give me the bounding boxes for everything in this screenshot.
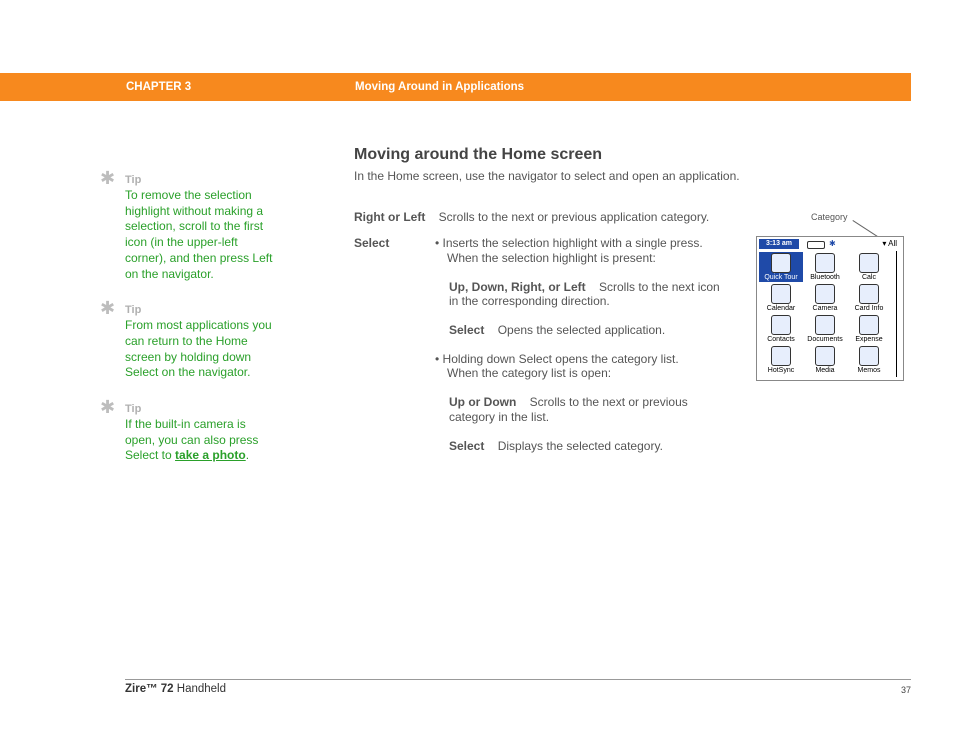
chapter-label: CHAPTER 3 — [126, 81, 192, 93]
up-or-down-cont: category in the list. — [449, 410, 550, 424]
expense-icon — [859, 315, 879, 335]
tips-column — [100, 168, 290, 484]
tip-text — [125, 417, 275, 464]
select-category-term: Select — [449, 439, 485, 453]
page-number: 37 — [900, 685, 911, 695]
intro-text: In the Home screen, use the navigator to select and open an application. — [354, 169, 740, 183]
documents-icon — [815, 315, 835, 335]
status-bar — [759, 239, 899, 249]
udrl-desc: Scrolls to the next icon — [599, 280, 720, 294]
tip-star-icon: ✱ — [100, 298, 116, 319]
app-bluetooth: Bluetooth — [803, 252, 847, 282]
clock: 3:13 am — [759, 239, 799, 249]
right-or-left-desc: Scrolls to the next or previous application category. — [438, 210, 710, 224]
main-content — [354, 145, 774, 184]
select-category-desc: Displays the selected category. — [497, 439, 663, 453]
page-title: Moving around the Home screen — [354, 146, 603, 163]
camera-icon — [815, 284, 835, 304]
scrollbar — [896, 251, 901, 377]
udrl-term: Up, Down, Right, or Left — [449, 280, 586, 294]
tip-1 — [100, 168, 290, 282]
bullet-1-cont: When the selection highlight is present: — [447, 251, 656, 265]
home-screen-screenshot — [756, 236, 904, 381]
tip-star-icon: ✱ — [100, 168, 116, 188]
app-contacts: Contacts — [759, 314, 803, 344]
chapter-header-bar — [0, 73, 911, 101]
select-term-row — [354, 236, 389, 251]
memos-icon — [859, 346, 879, 366]
tip-label: Tip — [125, 304, 142, 317]
udrl-row — [449, 280, 720, 295]
tip-label: Tip — [125, 174, 142, 186]
app-memos: Memos — [847, 345, 891, 375]
up-or-down-desc: Scrolls to the next or previous — [529, 395, 688, 409]
card-info-icon — [859, 284, 879, 304]
bullet-2-cont: When the category list is open: — [447, 366, 612, 380]
app-camera: Camera — [803, 283, 847, 313]
product-brand: Zire™ 72 — [125, 683, 174, 695]
app-media: Media — [803, 345, 847, 375]
footer-product — [125, 683, 226, 695]
select-open-row — [449, 323, 665, 338]
battery-icon — [807, 241, 825, 249]
right-or-left-term: Right or Left — [354, 210, 426, 224]
take-a-photo-link[interactable]: take a photo — [175, 448, 246, 463]
up-or-down-term: Up or Down — [449, 395, 517, 409]
bullet-1: • Inserts the selection highlight with a single press. — [435, 236, 703, 250]
contacts-icon — [771, 315, 791, 335]
up-or-down-row — [449, 395, 688, 410]
tip-text-before: If the built-in camera is open, you can also press Select to — [125, 417, 259, 463]
bluetooth-icon: ✱ — [829, 239, 836, 248]
bluetooth-app-icon — [815, 253, 835, 273]
app-quick-tour: Quick Tour — [759, 252, 803, 282]
product-rest: Handheld — [173, 683, 227, 695]
bullet-2: • Holding down Select opens the category list. — [435, 352, 679, 366]
tip-text: To remove the selection highlight without making a selection, scroll to the first icon (in the upper-left corner), and then press Left on the navigator. — [125, 188, 273, 281]
quick-tour-icon — [771, 253, 791, 273]
tip-star-icon: ✱ — [100, 397, 116, 418]
right-or-left-row — [354, 210, 709, 225]
tip-2 — [100, 298, 290, 381]
select-open-term: Select — [449, 323, 485, 337]
udrl-cont: in the corresponding direction. — [449, 294, 610, 308]
tip-label: Tip — [125, 403, 142, 416]
app-card-info: Card Info — [847, 283, 891, 313]
app-documents: Documents — [803, 314, 847, 344]
media-icon — [815, 346, 835, 366]
tip-3 — [100, 397, 290, 464]
app-calendar: Calendar — [759, 283, 803, 313]
calendar-icon — [771, 284, 791, 304]
hotsync-icon — [771, 346, 791, 366]
app-expense: Expense — [847, 314, 891, 344]
app-calc: Calc — [847, 252, 891, 282]
category-picker: ▾ All — [882, 239, 897, 248]
select-open-desc: Opens the selected application. — [497, 323, 666, 337]
select-term: Select — [354, 236, 390, 250]
category-callout: Category — [811, 212, 848, 222]
app-hotsync: HotSync — [759, 345, 803, 375]
footer-divider — [125, 679, 911, 680]
calc-icon — [859, 253, 879, 273]
select-category-row — [449, 439, 663, 454]
tip-text: From most applications you can return to the Home screen by holding down Select on the navigator. — [125, 318, 272, 380]
section-title: Moving Around in Applications — [355, 81, 525, 93]
tip-text-after: . — [245, 448, 250, 463]
